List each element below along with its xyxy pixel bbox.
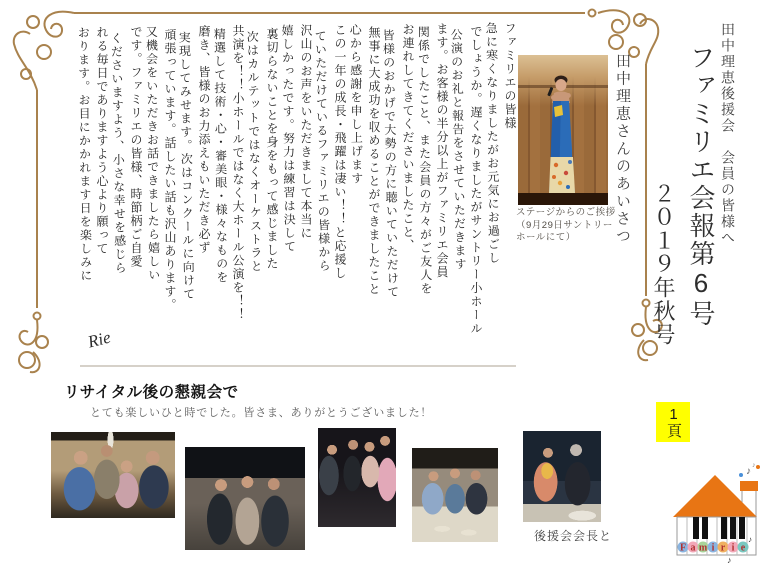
letter-column: 沢山のお声をいただきまして本当に	[298, 23, 313, 240]
stage-side-caption: 田中理恵さんのあいさつ	[614, 53, 631, 246]
letter-column: 精選して技術・心・審美眼・様々なものを	[212, 27, 229, 285]
party-photo-1	[51, 432, 175, 518]
newsletter-issue: ２０１９年秋号	[651, 182, 676, 347]
letter-column: 公演のお礼と報告をさせていただきます	[449, 28, 468, 272]
stage-photo	[518, 55, 608, 205]
letter-column: ます。お客様の半分以上がファミリエ会員	[434, 22, 449, 279]
page-number: 1頁	[665, 406, 682, 438]
letter-column: お連れしてきてくださいましたこと、	[400, 22, 415, 253]
party-subtext: とても楽しいひと時でした。皆さま、ありがとうございました！	[90, 407, 433, 419]
letter-column: くださいますよう、小さな幸せを感じら	[109, 31, 128, 275]
stage-photo-caption	[516, 207, 624, 245]
party-photo-2	[185, 447, 305, 550]
chairman-caption: 後援会会長と	[534, 529, 613, 543]
letter-column: 皆様のおかげで大勢の方に聴いていただけて	[381, 28, 400, 300]
logo-note-icon: ♪	[727, 555, 732, 565]
svg-text:i: i	[731, 542, 735, 554]
svg-text:♪: ♪	[752, 462, 756, 469]
newsletter-title: ファミリエ会報第6号	[686, 44, 716, 328]
letter-column: 又機会をいただきお話できましたら嬉しい	[144, 25, 161, 283]
letter-column: おります。お目にかかれます日を楽しみに	[76, 26, 93, 283]
famirie-logo	[666, 458, 762, 570]
letter-column: 実現してみせます。次はコンクールに向けて	[177, 31, 196, 302]
party-photo-4	[412, 448, 498, 542]
party-photo-3	[318, 428, 396, 527]
letter-column: ファミリエの皆様	[502, 21, 517, 130]
letter-column: 関係でしたこと、また会員の方々がご友人を	[416, 25, 434, 296]
letter-column: 無事に大成功を収めることができましたこと	[367, 26, 382, 297]
caption-line: （9月29日サントリー	[516, 219, 613, 231]
letter-scan-edge	[80, 365, 516, 367]
letter-column: です。ファミリエの皆様、時節柄ご自愛	[129, 25, 144, 269]
letter-column: 急に寒くなりましたがお元気にお過ごし	[484, 21, 501, 265]
letter-column: れる毎日でありますよう心より願って	[95, 26, 110, 256]
letter-column: 心から感謝を申し上げます	[348, 23, 364, 186]
caption-line: ホールにて）	[516, 232, 576, 243]
handwritten-letter	[70, 22, 520, 371]
svg-text:e: e	[740, 542, 746, 554]
letter-column: この一年の成長・飛躍は凄い！！と応援し	[332, 23, 347, 281]
page-number-badge	[656, 402, 690, 442]
letter-column: 頑張っています。話したい話も沢山あります。	[163, 28, 178, 312]
letter-column: 嬉しかったです。努力は練習は決して	[280, 23, 297, 254]
svg-text:♪: ♪	[746, 466, 751, 477]
music-notes-icon	[739, 462, 760, 477]
party-heading: リサイタル後の懇親会で	[64, 384, 239, 401]
letter-column: ていただけているファミリエの皆様から	[313, 29, 332, 273]
party-photo-5	[523, 431, 601, 522]
letter-column: でしょうか。遅くなりましたがサントリー小ホール	[469, 25, 484, 336]
letter-signature: Rie	[85, 327, 113, 352]
stage-photo-figure	[518, 55, 608, 205]
svg-text:r: r	[720, 542, 726, 554]
svg-text:F: F	[679, 542, 687, 554]
logo-note-icon: ♪	[748, 535, 752, 544]
svg-text:a: a	[690, 542, 696, 554]
svg-text:i: i	[711, 542, 715, 554]
letter-column: 共演を！！小ホールではなく大ホール公演を！！	[231, 24, 246, 322]
caption-line: ステージからのご挨拶	[516, 207, 616, 218]
letter-column: 裏切らないことを身をもって感じました	[265, 27, 280, 271]
letter-column: 磨き、皆様のお力添えもいただき必ず	[197, 24, 212, 255]
letter-column: 次はカルテットではなくオーケストラと	[245, 30, 264, 274]
newsletter-club-header: 田中理恵後援会 会員の皆様へ	[720, 22, 736, 246]
svg-text:m: m	[698, 542, 708, 554]
